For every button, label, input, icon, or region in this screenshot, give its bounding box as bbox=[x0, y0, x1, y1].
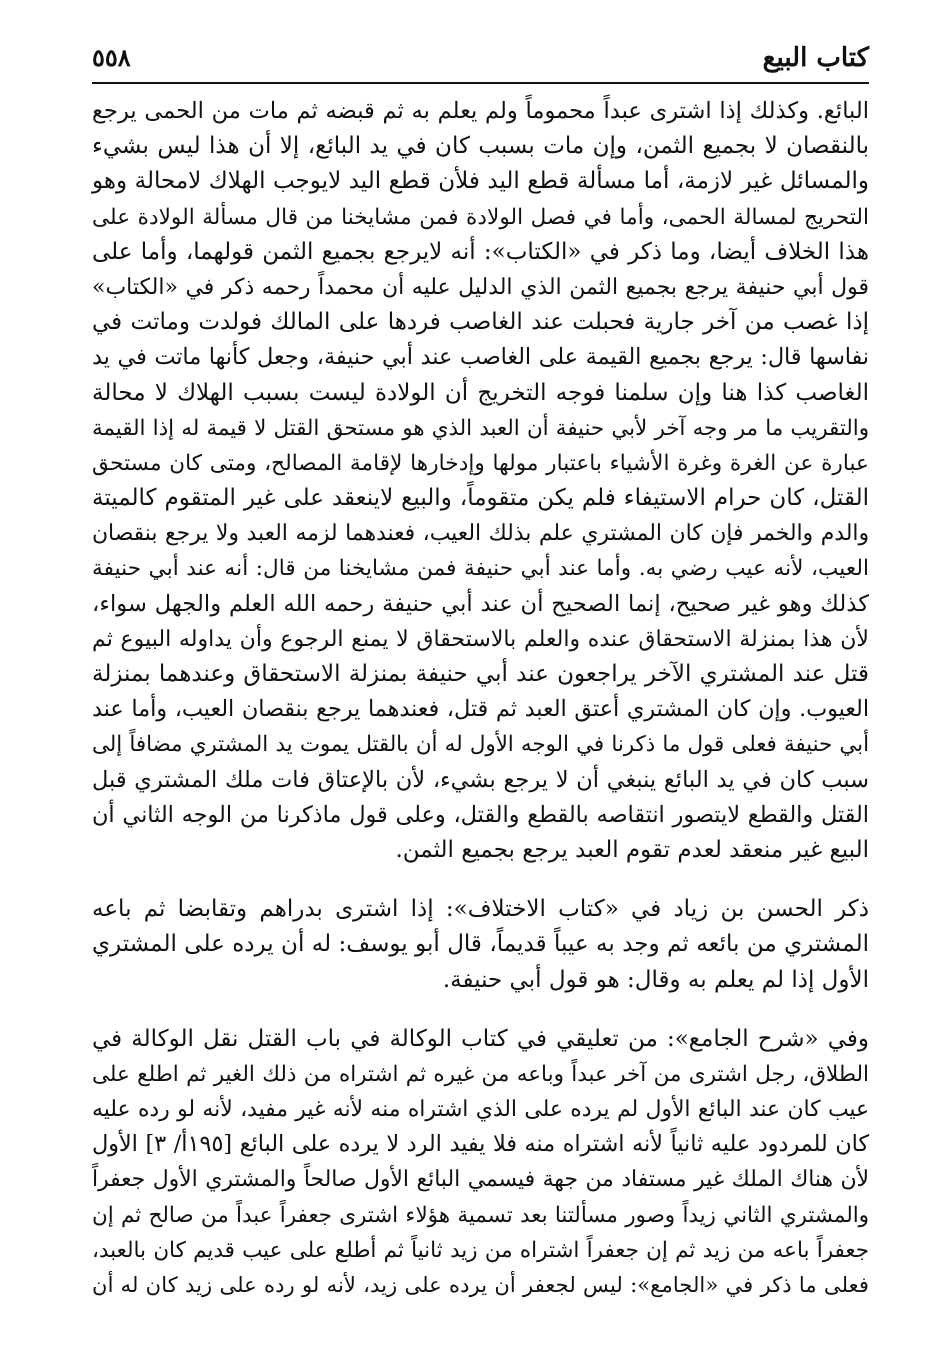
text-line: البيع غير منعقد لعدم تقوم العبد يرجع بجميع الثمن. bbox=[395, 836, 869, 863]
running-header bbox=[92, 38, 869, 82]
text-line: لأن هذا بمنزلة الاستحقاق عنده والعلم بالاستحقاق لا يمنع الرجوع وأن يداوله البيوع ثم bbox=[92, 626, 869, 652]
text-line: والمسائل غير لازمة، أما مسألة قطع اليد فلأن قطع اليد لايوجب الهلاك لامحالة وهو bbox=[92, 168, 869, 195]
text-line: لأن هناك الملك غير مستفاد من جهة فيسمي البائع الأول صالحاً والمشتري الأول جعفراً bbox=[92, 1167, 869, 1193]
text-line: كان للمردود عليه ثانياً لأنه اشتراه منه فلا يفيد الرد لا يرده على البائع [١٩٥أ/ ٣] الأول bbox=[92, 1131, 869, 1158]
text-line: ذكر الحسن بن زياد في «كتاب الاختلاف»: إذا اشترى بدراهم وتقابضا ثم باعه bbox=[92, 896, 869, 923]
text-line: كذلك وهو غير صحيح، إنما الصحيح أن عند أبي حنيفة رحمه الله العلم والجهل سواء، bbox=[92, 590, 869, 617]
text-line: قول أبي حنيفة يرجع بجميع الثمن الذي الدليل عليه أن محمداً رحمه ذكر في «الكتاب» bbox=[92, 274, 869, 300]
text-line: وفي «شرح الجامع»: من تعليقي في كتاب الوكالة في باب القتل نقل الوكالة في bbox=[92, 1025, 869, 1052]
text-line: والدم والخمر فإن كان المشتري علم بذلك العيب، فعندهما لزمه العبد ولا يرجع بنقصان bbox=[92, 521, 869, 547]
text-line: القتل، كان حرام الاستيفاء فلم يكن متقوماً، والبيع لاينعقد على غير المتقوم كالميتة bbox=[92, 485, 869, 512]
text-line: الغاصب كذا هنا وإن سلمنا فوجه التخريج أن الولادة ليست بسبب الهلاك لا محالة bbox=[92, 379, 869, 406]
paragraph-gap bbox=[92, 998, 869, 1022]
text-line: العيوب. وإن كان المشتري أعتق العبد ثم قتل، فعندهما يرجع بنقصان العيب، وأما عند bbox=[92, 696, 869, 723]
paragraph-gap bbox=[92, 868, 869, 892]
text-line: المشتري من بائعه ثم وجد به عيباً قديماً، قال أبو يوسف: له أن يرده على المشتري bbox=[92, 931, 869, 958]
paragraph-3 bbox=[92, 1022, 869, 1304]
text-line: هذا الخلاف أيضا، وما ذكر في «الكتاب»: أنه لايرجع بجميع الثمن قولهما، وأما على bbox=[92, 238, 869, 265]
paragraph-1 bbox=[92, 94, 869, 868]
text-line: أبي حنيفة فعلى قول ما ذكرنا في الوجه الأول له أن بالقتل يموت يد المشتري مضافاً إلى bbox=[92, 732, 869, 758]
text-line: عبارة عن الغرة وغرة الأشياء باعتبار مولها وإدخارها لإقامة المصالح، ومتى كان مستحق bbox=[92, 450, 869, 476]
text-line: نفاسها قال: يرجع بجميع القيمة على الغاصب عند أبي حنيفة، وجعل كأنها ماتت في يد bbox=[92, 344, 869, 371]
page-number: ٥٥٨ bbox=[92, 43, 131, 72]
running-title: كتاب البيع bbox=[762, 43, 869, 73]
text-line: عيب كان عند البائع الأول لم يرده على الذي اشتراه منه لأنه غير مفيد، لأنه لو رده عليه bbox=[92, 1097, 869, 1123]
text-line: القتل والقطع لايتصور انتقاصه بالقطع والقتل، وعلى قول ماذكرنا من الوجه الثاني أن bbox=[92, 801, 869, 828]
text-line: والمشتري الثاني زيداً وصور مسألتنا بعد تسمية هؤلاء اشترى جعفراً عبداً من صالح ثم إن bbox=[92, 1202, 869, 1228]
body-text bbox=[92, 94, 869, 1303]
text-line: الأول إذا لم يعلم به وقال: هو قول أبي حنيفة. bbox=[442, 966, 869, 993]
text-line: بالنقصان لا بجميع الثمن، وإن مات بسبب كان في يد البائع، إلا أن هذا ليس بشيء bbox=[92, 133, 869, 160]
header-rule bbox=[92, 82, 869, 84]
text-line: إذا غصب من آخر جارية فحبلت عند الغاصب فردها على المالك فولدت وماتت في bbox=[92, 309, 869, 336]
text-line: جعفراً باعه من زيد ثم إن جعفراً اشتراه من زيد ثانياً ثم أطلع على عيب قديم كان بالعبد، bbox=[92, 1237, 869, 1263]
text-line: قتل عند المشتري الآخر يراجعون عند أبي حنيفة بمنزلة الاستحقاق وعندهما بمنزلة bbox=[92, 661, 869, 687]
paragraph-2 bbox=[92, 892, 869, 998]
text-line: سبب كان في يد البائع ينبغي أن لا يرجع بشيء، لأن بالإعتاق فات ملك المشتري قبل bbox=[92, 766, 869, 793]
text-line: الطلاق، رجل اشترى من آخر عبداً وباعه من غيره ثم اشتراه من ذلك الغير ثم اطلع على bbox=[92, 1061, 869, 1087]
text-line: فعلى ما ذكر في «الجامع»: ليس لجعفر أن يرده على زيد، لأنه لو رده على زيد كان له أن bbox=[92, 1273, 869, 1298]
text-line: العيب، لأنه عيب رضي به. وأما عند أبي حنيفة فمن مشايخنا من قال: أنه عند أبي حنيفة bbox=[92, 556, 869, 582]
text-line: البائع. وكذلك إذا اشترى عبداً محموماً ولم يعلم به ثم قبضه ثم مات من الحمى يرجع bbox=[92, 98, 869, 124]
text-line: والتقريب ما مر وجه آخر لأبي حنيفة أن العبد الذي هو مستحق القتل لا قيمة له إذا القيمة bbox=[92, 415, 869, 441]
text-line: التحريج لمسالة الحمى، وأما في فصل الولادة فمن مشايخنا من قال مسألة الولادة على bbox=[92, 204, 869, 230]
